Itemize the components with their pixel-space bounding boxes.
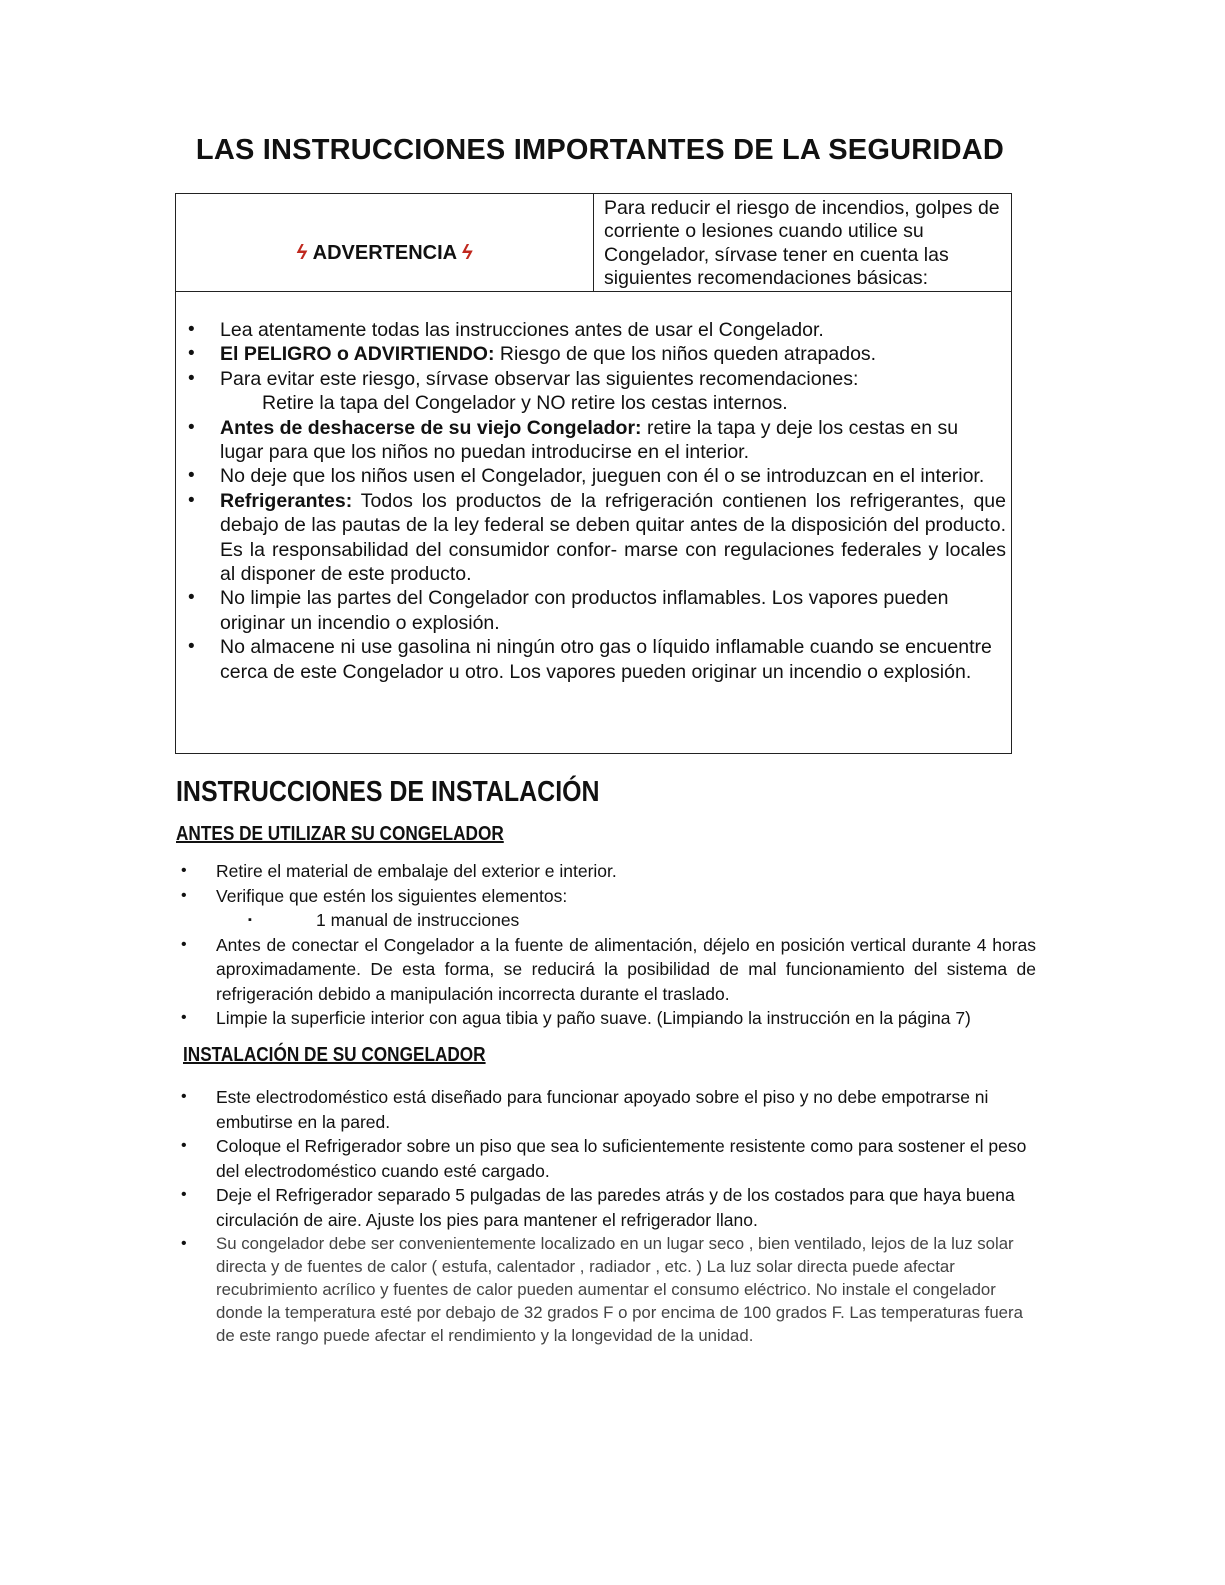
list-item: • Verifique que estén los siguientes elementos:	[176, 884, 1036, 909]
list-item: • No limpie las partes del Congelador con productos inflamables. Los vapores pueden originar un incendio o explosión.	[180, 586, 1006, 635]
list-item: • Antes de conectar el Congelador a la fuente de alimentación, déjelo en posición vertical durante 4 horas aproximadamente. De esta forma, se reducirá la posibilidad de mal funcionamiento del sistema de refrigeración debido a manipulación incorrecta durante el traslado.	[176, 933, 1036, 1007]
list-item: • Deje el Refrigerador separado 5 pulgadas de las paredes atrás y de los costados para que haya buena circulación de aire. Ajuste los pies para mantener el refrigerador llano.	[176, 1183, 1036, 1232]
warning-label-cell	[176, 194, 594, 291]
warning-list	[180, 318, 1006, 684]
lightning-icon: ϟ	[461, 242, 473, 264]
setup-title: INSTALACIÓN DE SU CONGELADOR	[183, 1044, 486, 1066]
page-title: LAS INSTRUCCIONES IMPORTANTES DE LA SEGURIDAD	[195, 134, 1005, 166]
list-item: • Limpie la superficie interior con agua tibia y paño suave. (Limpiando la instrucción en la página 7)	[176, 1006, 1036, 1031]
list-item: • Antes de deshacerse de su viejo Congelador: retire la tapa y deje los cestas en su lugar para que los niños no puedan introducirse en el interior.	[180, 416, 1006, 465]
before-use-title: ANTES DE UTILIZAR SU CONGELADOR	[176, 823, 504, 845]
list-item: • Para evitar este riesgo, sírvase observar las siguientes recomendaciones:	[180, 367, 1006, 391]
list-item: • Su congelador debe ser convenientemente localizado en un lugar seco , bien ventilado, lejos de la luz solar directa y de fuentes de calor ( estufa, calentador , radiador , etc. ) La luz solar directa puede afectar recubrimiento acrílico y fuentes de calor pueden aumentar el consumo eléctrico. No instale el congelador donde la temperatura esté por debajo de 32 grados F o por encima de 100 grados F. Las temperaturas fuera de este rango puede afectar el rendimiento y la longevidad de la unidad.	[176, 1232, 1036, 1347]
lightning-icon: ϟ	[296, 242, 308, 264]
list-item: Retire la tapa del Congelador y NO retire los cestas internos.	[262, 392, 788, 415]
list-item: • Retire el material de embalaje del exterior e interior.	[176, 859, 1036, 884]
setup-list	[176, 1085, 1036, 1347]
warning-intro: Para reducir el riesgo de incendios, golpes de corriente o lesiones cuando utilice su Congelador, sírvase tener en cuenta las siguientes recomendaciones básicas:	[604, 197, 1000, 289]
list-item: ▪ 1 manual de instrucciones	[176, 908, 1036, 933]
warning-box	[175, 193, 1012, 754]
list-item: • Coloque el Refrigerador sobre un piso que sea lo suficientemente resistente como para sostener el peso del electrodoméstico cuando esté cargado.	[176, 1134, 1036, 1183]
warning-label-text: ADVERTENCIA	[312, 242, 457, 264]
warning-label	[176, 242, 593, 265]
warning-header	[176, 194, 1011, 292]
list-item: • Refrigerantes: Todos los productos de la refrigeración contienen los refrigerantes, que debajo de las pautas de la ley federal se deben quitar antes de la disposición del producto. Es la responsabilidad del consumidor confor- marse con regulaciones federales y locales al disponer de este producto.	[180, 489, 1006, 587]
before-use-list	[176, 859, 1036, 1031]
list-item: • El PELIGRO o ADVIRTIENDO: Riesgo de que los niños queden atrapados.	[180, 342, 1006, 366]
installation-title: INSTRUCCIONES DE INSTALACIÓN	[176, 776, 600, 808]
list-item: • No deje que los niños usen el Congelador, jueguen con él o se introduzcan en el interior.	[180, 464, 1006, 488]
list-item: • Este electrodoméstico está diseñado para funcionar apoyado sobre el piso y no debe empotrarse ni embutirse en la pared.	[176, 1085, 1036, 1134]
list-item: • No almacene ni use gasolina ni ningún otro gas o líquido inflamable cuando se encuentre cerca de este Congelador u otro. Los vapores pueden originar un incendio o explosión.	[180, 635, 1006, 684]
list-item: • Lea atentamente todas las instrucciones antes de usar el Congelador.	[180, 318, 1006, 342]
